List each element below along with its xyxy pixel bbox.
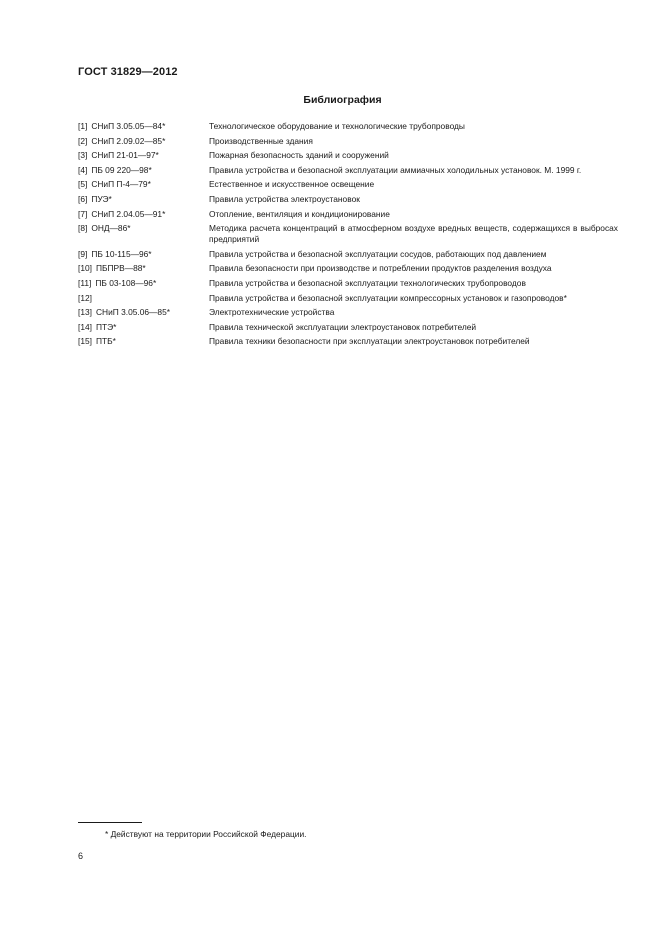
entry-number: [9] <box>78 248 88 259</box>
entry-reference <box>78 293 209 304</box>
bibliography-entry <box>78 249 618 260</box>
entry-reference <box>78 307 209 318</box>
entry-code: СНиП 21-01—97* <box>91 150 159 161</box>
entry-code: ПТБ* <box>95 336 116 347</box>
entry-number: [1] <box>78 121 88 131</box>
entry-code: ПБ 10-115—96* <box>91 248 152 259</box>
bibliography-entry <box>78 263 618 274</box>
entry-title: Производственные здания <box>209 135 313 146</box>
page-number: 6 <box>78 851 84 861</box>
footnote: * Действуют на территории Российской Федерации. <box>105 829 307 839</box>
entry-number: [15] <box>78 336 92 347</box>
document-header: ГОСТ 31829—2012 <box>78 66 178 78</box>
bibliography-entry <box>78 194 618 205</box>
entry-title: Правила устройства электроустановок <box>209 193 360 204</box>
entry-title: Электротехнические устройства <box>209 307 335 318</box>
entry-reference <box>78 165 209 176</box>
entry-title: Естественное и искусственное освещение <box>209 179 375 190</box>
bibliography-entry <box>78 179 618 190</box>
entry-title: Методика расчета концентраций в атмосферном воздухе вредных веществ, содержащихся в выбросах предприятий <box>209 223 618 245</box>
entry-title: Правила безопасности при производстве и потреблении продуктов разделения воздуха <box>209 263 552 274</box>
entry-number: [11] <box>78 277 92 288</box>
entry-title: Правила технической эксплуатации электроустановок потребителей <box>209 321 477 332</box>
bibliography-entry <box>78 307 618 318</box>
bibliography-entry <box>78 293 618 304</box>
entry-code: ПБПРВ—88* <box>95 263 146 274</box>
bibliography-entry <box>78 121 618 132</box>
bibliography-entry <box>78 336 618 347</box>
entry-reference <box>78 179 209 190</box>
entry-number: [6] <box>78 193 88 204</box>
entry-reference <box>78 336 209 347</box>
entry-number: [4] <box>78 164 88 175</box>
entry-code: ПУЭ* <box>91 193 112 204</box>
bibliography-entry <box>78 209 618 220</box>
footnote-rule <box>78 822 142 823</box>
bibliography-entry <box>78 322 618 333</box>
entry-code: ПБ 03-108—96* <box>95 277 157 288</box>
entry-number: [7] <box>78 208 88 219</box>
bibliography-entry <box>78 136 618 147</box>
entry-reference <box>78 121 209 132</box>
entry-code: ОНД—86* <box>91 223 131 234</box>
entry-title: Технологическое оборудование и технологические трубопроводы <box>209 121 465 131</box>
entry-code: ПБ 09 220—98* <box>91 164 152 175</box>
bibliography-entry <box>78 278 618 289</box>
entry-title: Правила устройства и безопасной эксплуатации компрессорных установок и газопроводов* <box>209 292 567 303</box>
entry-title: Правила устройства и безопасной эксплуатации аммиачных холодильных установок. М. 1999 г. <box>209 164 582 175</box>
entry-reference <box>78 263 209 274</box>
entry-code: СНиП 3.05.05—84* <box>91 121 166 131</box>
entry-number: [13] <box>78 307 92 318</box>
entry-title: Правила техники безопасности при эксплуатации электроустановок потребителей <box>209 336 530 347</box>
entry-title: Отопление, вентиляция и кондиционирование <box>209 208 390 219</box>
entry-reference <box>78 223 209 234</box>
bibliography-entry <box>78 165 618 176</box>
entry-reference <box>78 136 209 147</box>
entry-code: СНиП П-4—79* <box>91 179 151 190</box>
entry-reference <box>78 249 209 260</box>
entry-code: СНиП 2.04.05—91* <box>91 208 166 219</box>
entry-reference <box>78 194 209 205</box>
entry-reference <box>78 150 209 161</box>
bibliography-entry <box>78 150 618 161</box>
entry-title: Пожарная безопасность зданий и сооружений <box>209 150 389 161</box>
entry-reference <box>78 209 209 220</box>
section-title: Библиография <box>303 94 382 106</box>
entry-number: [12] <box>78 292 92 303</box>
entry-number: [10] <box>78 263 92 274</box>
entry-number: [14] <box>78 321 92 332</box>
entry-number: [3] <box>78 150 88 161</box>
entry-code: СНиП 2.09.02—85* <box>91 135 166 146</box>
entry-number: [5] <box>78 179 88 190</box>
entry-number: [8] <box>78 223 88 234</box>
entry-number: [2] <box>78 135 88 146</box>
entry-title: Правила устройства и безопасной эксплуатации сосудов, работающих под давлением <box>209 248 547 259</box>
bibliography-list <box>78 121 618 351</box>
entry-code: СНиП 3.05.06—85* <box>95 307 170 318</box>
entry-reference <box>78 322 209 333</box>
bibliography-entry <box>78 223 618 245</box>
entry-reference <box>78 278 209 289</box>
entry-title: Правила устройства и безопасной эксплуатации технологических трубопроводов <box>209 277 526 288</box>
entry-code: ПТЭ* <box>95 321 117 332</box>
